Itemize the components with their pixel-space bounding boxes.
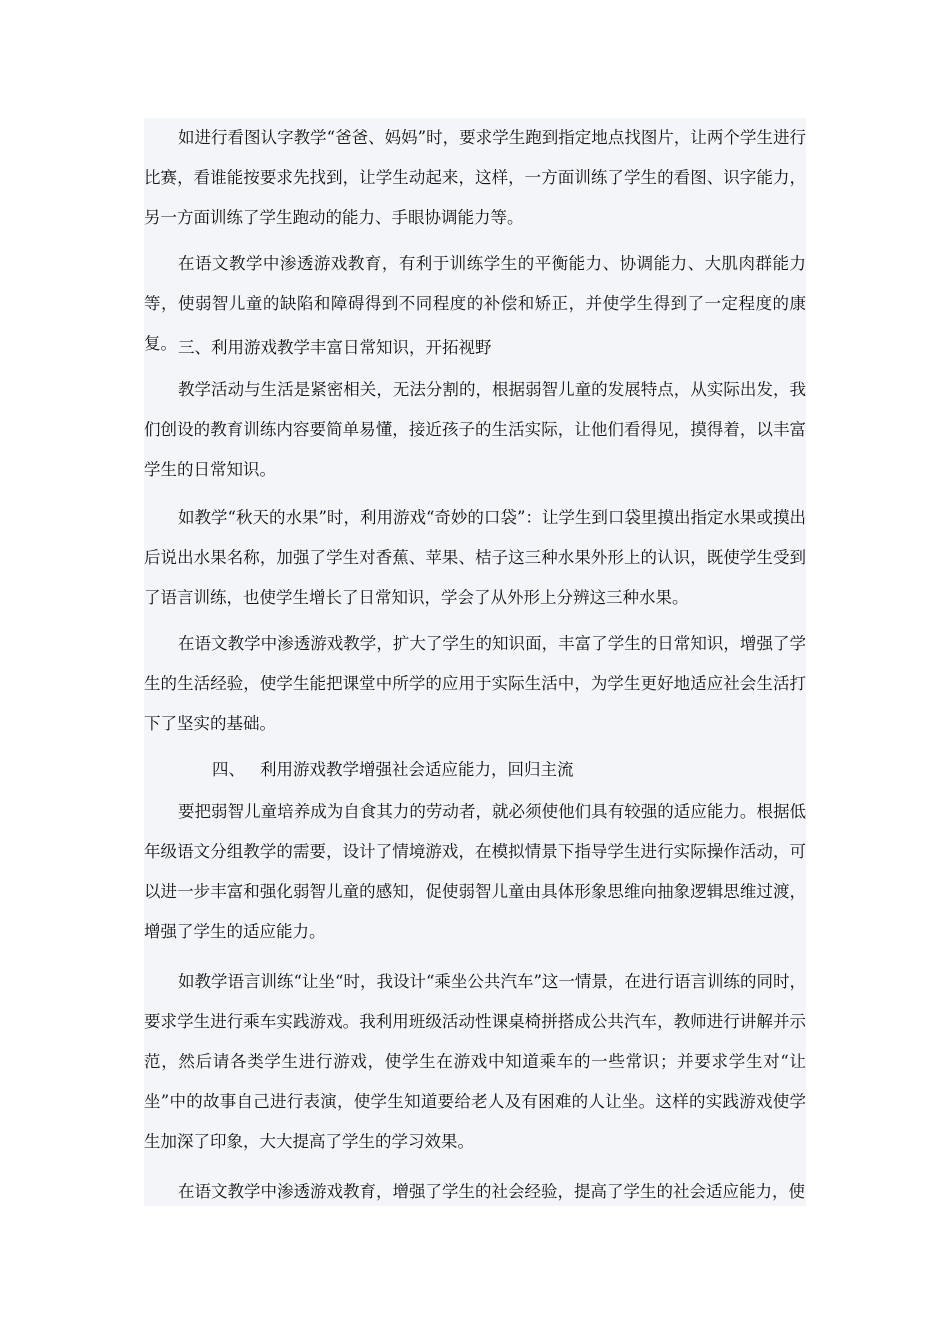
paragraph-8: 在语文教学中渗透游戏教育，增强了学生的社会经验，提高了学生的社会适应能力，使: [178, 1182, 805, 1201]
text-column: [144, 118, 806, 1206]
section-heading-3: 三、利用游戏教学丰富日常知识，开拓视野: [178, 338, 492, 357]
section-heading-4: [144, 750, 806, 790]
section-heading-4-number: 四、: [212, 760, 245, 779]
paragraph-1: 如进行看图认字教学“爸爸、妈妈”时，要求学生跑到指定地点找图片，让两个学生进行比赛，看谁能按要求先找到，让学生动起来，这样，一方面训练了学生的看图、识字能力，另一方面训练了学生跑动的能力、手眼协调能力等。: [144, 128, 806, 227]
paragraph-5: 在语文教学中渗透游戏教学，扩大了学生的知识面，丰富了学生的日常知识，增强了学生的生活经验，使学生能把课堂中所学的应用于实际生活中，为学生更好地适应社会生活打下了坚实的基础。: [144, 634, 806, 733]
paragraph-7: 如教学语言训练“让坐“时，我设计“乘坐公共汽车”这一情景，在进行语言训练的同时，要求学生进行乘车实践游戏。我利用班级活动性课桌椅拼搭成公共汽车，教师进行讲解并示范，然后请各类学生进行游戏，使学生在游戏中知道乘车的一些常识；并要求学生对“让坐”中的故事自己进行表演，使学生知道要给老人及有困难的人让坐。这样的实践游戏使学生加深了印象，大大提高了学生的学习效果。: [144, 972, 806, 1151]
section-heading-4-title: 利用游戏教学增强社会适应能力，回归主流: [260, 760, 574, 779]
paragraph-3: 教学活动与生活是紧密相关，无法分割的，根据弱智儿童的发展特点，从实际出发，我们创设的教育训练内容要简单易懂，接近孩子的生活实际，让他们看得见，摸得着，以丰富学生的日常知识。: [144, 380, 806, 479]
paragraph-4: 如教学“秋天的水果”时，利用游戏“奇妙的口袋”：让学生到口袋里摸出指定水果或摸出后说出水果名称，加强了学生对香蕉、苹果、桔子这三种水果外形上的认识，既使学生受到了语言训练，也使学生增长了日常知识，学会了从外形上分辨这三种水果。: [144, 508, 806, 607]
paragraph-6: 要把弱智儿童培养成为自食其力的劳动者，就必须使他们具有较强的适应能力。根据低年级语文分组教学的需要，设计了情境游戏，在模拟情景下指导学生进行实际操作活动，可以进一步丰富和强化弱智儿童的感知，促使弱智儿童由具体形象思维向抽象逻辑思维过渡，增强了学生的适应能力。: [144, 802, 806, 941]
paragraph-2: 在语文教学中渗透游戏教育，有利于训练学生的平衡能力、协调能力、大肌肉群能力等，使弱智儿童的缺陷和障碍得到不同程度的补偿和矫正，并使学生得到了一定程度的康复。: [144, 254, 806, 353]
